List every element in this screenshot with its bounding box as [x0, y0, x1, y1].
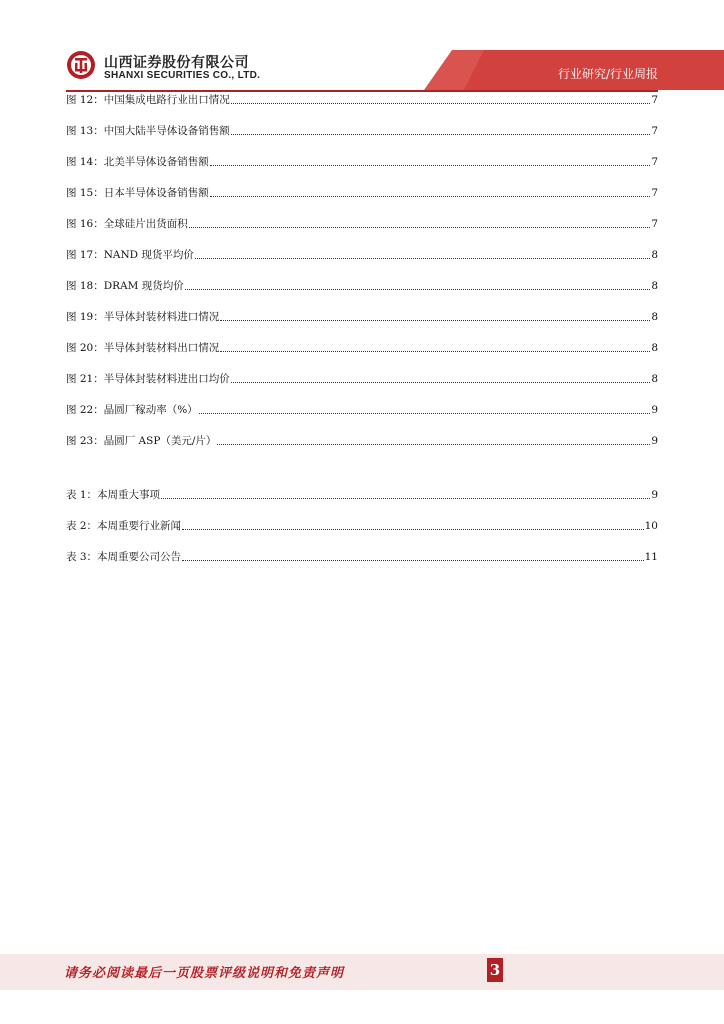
toc-entry-page: 7	[651, 125, 658, 137]
toc-entry-title: 半导体封装材料进出口均价	[103, 373, 230, 385]
company-name-cn: 山西证券股份有限公司	[104, 55, 249, 71]
toc-leader-dots	[161, 497, 650, 499]
toc-entry-label: 图 18：	[66, 280, 104, 292]
toc-leader-dots	[195, 257, 650, 259]
toc-entry[interactable]	[66, 186, 658, 200]
toc-entry-page: 11	[644, 551, 658, 563]
page-number: 3	[487, 958, 503, 982]
toc-entry-label: 表 3：	[66, 551, 98, 563]
toc-leader-dots	[189, 226, 651, 228]
toc-entry[interactable]	[66, 310, 658, 324]
toc-entry[interactable]	[66, 403, 658, 417]
toc-leader-dots	[217, 443, 650, 445]
toc-leader-dots	[220, 350, 650, 352]
toc-entry-title: 中国大陆半导体设备销售额	[103, 125, 230, 137]
toc-entry-label: 图 13：	[66, 125, 104, 137]
toc-entry[interactable]	[66, 550, 658, 564]
company-name-en: SHANXI SECURITIES CO., LTD.	[104, 70, 261, 81]
toc-entry-label: 图 22：	[66, 404, 104, 416]
toc-entry-title: 本周重大事项	[97, 489, 161, 501]
toc-entry[interactable]	[66, 341, 658, 355]
toc-entry-page: 9	[651, 404, 658, 416]
toc-entry[interactable]	[66, 248, 658, 262]
toc-entry-page: 7	[651, 218, 658, 230]
toc-entry-label: 图 21：	[66, 373, 104, 385]
toc-entry[interactable]	[66, 155, 658, 169]
toc-entry-title: 晶圆厂 ASP（美元/片）	[103, 435, 217, 447]
toc-leader-dots	[199, 412, 651, 414]
footer-disclaimer: 请务必阅读最后一页股票评级说明和免责声明	[64, 966, 345, 981]
toc-entry-label: 图 16：	[66, 218, 104, 230]
toc-entry-page: 8	[651, 280, 658, 292]
toc-entry-title: 半导体封装材料进口情况	[103, 311, 220, 323]
toc-entry-page: 7	[651, 156, 658, 168]
toc-entry-label: 图 20：	[66, 342, 104, 354]
toc-entry[interactable]	[66, 124, 658, 138]
toc-entry-page: 10	[644, 520, 658, 532]
header-divider	[66, 90, 658, 92]
toc-leader-dots	[231, 102, 651, 104]
toc-entry-title: 日本半导体设备销售额	[103, 187, 209, 199]
toc-leader-dots	[231, 381, 651, 383]
toc-entry[interactable]	[66, 279, 658, 293]
toc-entry[interactable]	[66, 93, 658, 107]
toc-entry-page: 9	[651, 489, 658, 501]
toc-entry-title: 本周重要公司公告	[97, 551, 182, 563]
toc-entry-label: 图 19：	[66, 311, 104, 323]
toc-entry[interactable]	[66, 434, 658, 448]
toc-leader-dots	[182, 528, 644, 530]
toc-entry-label: 图 23：	[66, 435, 104, 447]
company-logo-icon	[66, 50, 96, 80]
toc-entry-title: NAND 现货平均价	[103, 249, 194, 261]
toc-entry-label: 图 15：	[66, 187, 104, 199]
toc-leader-dots	[231, 133, 651, 135]
toc-entry-title: DRAM 现货均价	[103, 280, 184, 292]
toc-leader-dots	[182, 559, 644, 561]
toc-entry-title: 本周重要行业新闻	[97, 520, 182, 532]
toc-entry-title: 中国集成电路行业出口情况	[103, 94, 230, 106]
toc-entry-page: 9	[651, 435, 658, 447]
toc-entry[interactable]	[66, 488, 658, 502]
toc-entry-page: 7	[651, 94, 658, 106]
toc-leader-dots	[210, 164, 651, 166]
toc-entry-label: 图 12：	[66, 94, 104, 106]
toc-entry[interactable]	[66, 372, 658, 386]
toc-entry[interactable]	[66, 519, 658, 533]
toc-entry-page: 7	[651, 187, 658, 199]
toc-entry-title: 晶圆厂稼动率（%）	[103, 404, 198, 416]
toc-entry-label: 表 2：	[66, 520, 98, 532]
toc-entry[interactable]	[66, 217, 658, 231]
toc-leader-dots	[220, 319, 650, 321]
report-category: 行业研究/行业周报	[557, 67, 658, 81]
toc-entry-title: 全球硅片出货面积	[103, 218, 188, 230]
toc-entry-label: 图 17：	[66, 249, 104, 261]
toc-entry-page: 8	[651, 249, 658, 261]
toc-leader-dots	[210, 195, 651, 197]
toc-entry-page: 8	[651, 311, 658, 323]
toc-entry-page: 8	[651, 373, 658, 385]
toc-entry-title: 北美半导体设备销售额	[103, 156, 209, 168]
page-header	[0, 0, 724, 92]
toc-entry-page: 8	[651, 342, 658, 354]
toc-leader-dots	[185, 288, 651, 290]
toc-entry-label: 图 14：	[66, 156, 104, 168]
toc-entry-title: 半导体封装材料出口情况	[103, 342, 220, 354]
toc-entry-label: 表 1：	[66, 489, 98, 501]
